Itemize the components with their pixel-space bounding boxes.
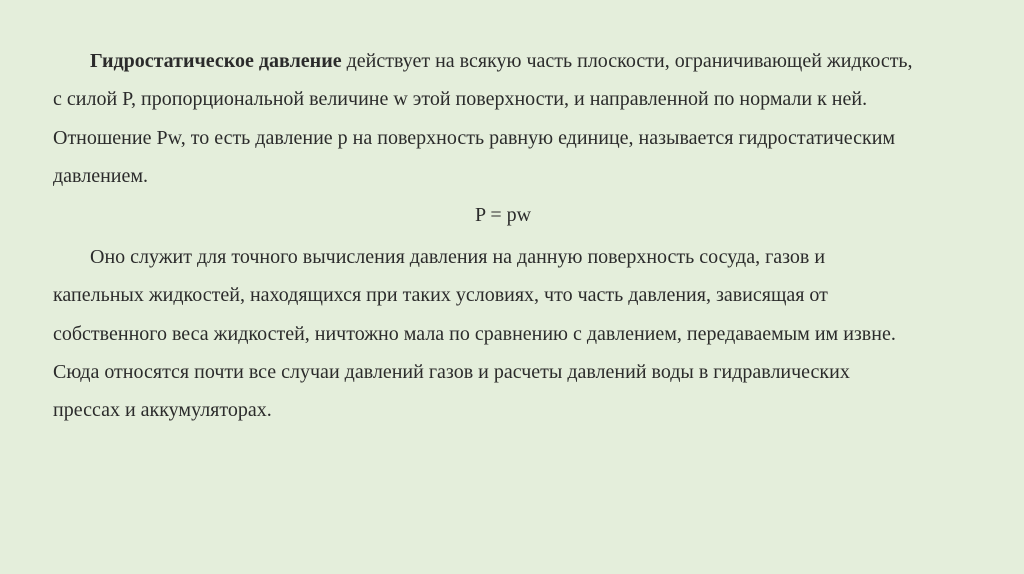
- paragraph-application: [53, 238, 993, 429]
- paragraph-definition-line-2: с силой P, пропорциональной величине w этой поверхности, и направленной по нормали к ней.: [53, 88, 868, 111]
- paragraph-definition-line-1: [53, 42, 993, 80]
- paragraph-application-line-1: Оно служит для точного вычисления давления на данную поверхность сосуда, газов и: [90, 246, 826, 269]
- paragraph-application-line-3: собственного веса жидкостей, ничтожно мала по сравнению с давлением, передаваемым им извне.: [53, 322, 896, 345]
- paragraph-application-line-5: прессах и аккумуляторах.: [53, 399, 272, 422]
- paragraph-application-line-2: капельных жидкостей, находящихся при таких условиях, что часть давления, зависящая от: [53, 284, 828, 307]
- formula: P = pw: [474, 204, 532, 227]
- paragraph-definition: [53, 42, 993, 195]
- definition-line-1-text: действует на всякую часть плоскости, ограничивающей жидкость,: [341, 50, 913, 72]
- paragraph-definition-line-4: давлением.: [53, 164, 149, 187]
- paragraph-application-line-4: Сюда относятся почти все случаи давлений газов и расчеты давлений воды в гидравлических: [53, 361, 850, 384]
- term-hydrostatic-pressure: Гидростатическое давление: [90, 50, 342, 72]
- slide-text-block: [53, 42, 993, 430]
- paragraph-definition-line-3: Отношение Pw, то есть давление p на поверхность равную единице, называется гидростатическим: [53, 126, 896, 149]
